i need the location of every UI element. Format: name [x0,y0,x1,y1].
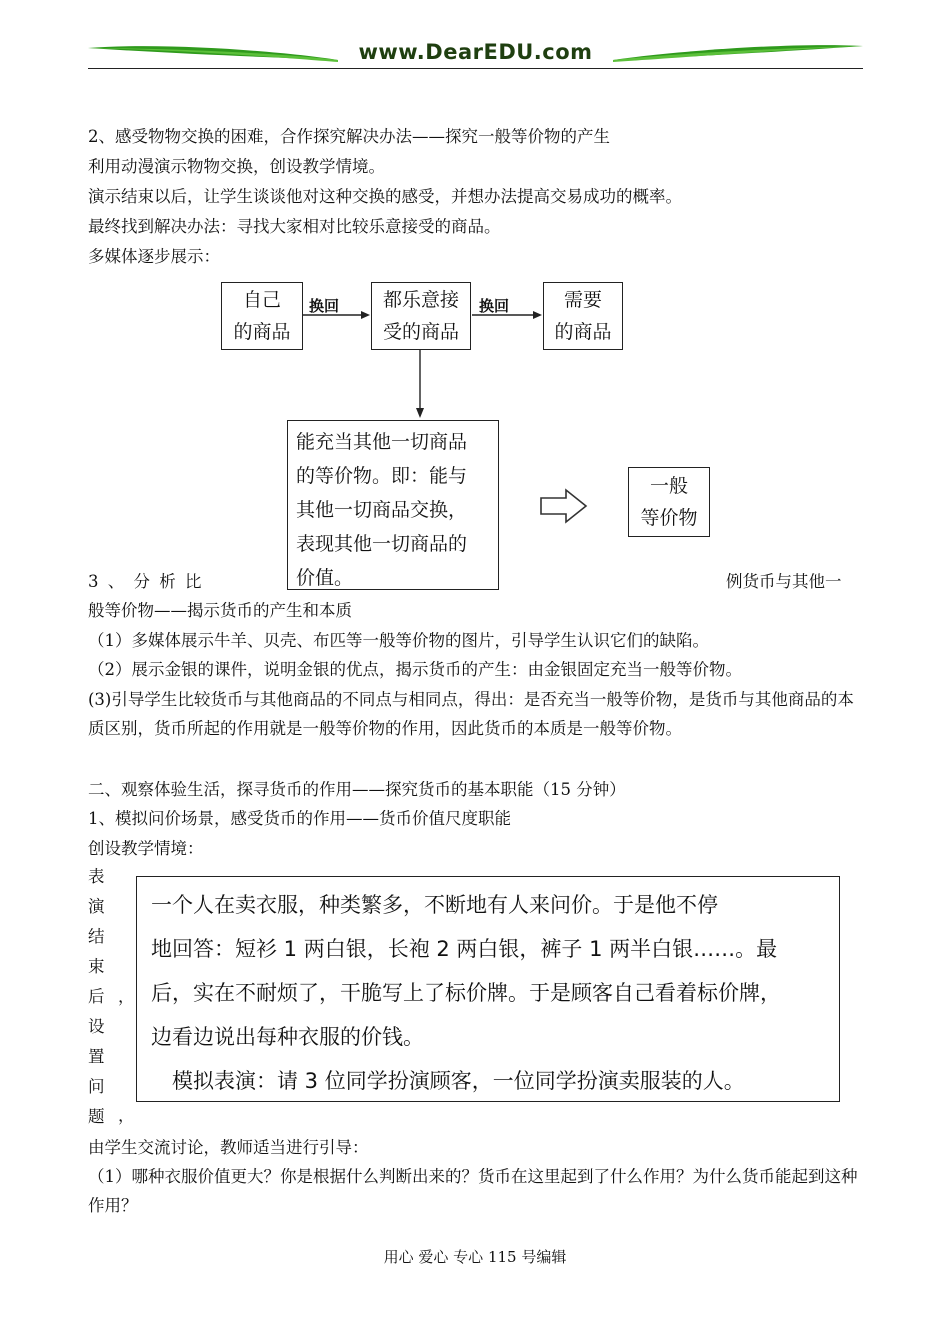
vertical-char: 演 [88,897,105,916]
part2-question1: （1）哪种衣服价值更大？你是根据什么判断出来的？货币在这里起到了什么作用？为什么货币能起到这种作用？ [88,1167,858,1215]
section2-line2: 演示结束以后，让学生谈谈他对这种交换的感受，并想办法提高交易成功的概率。 [88,187,682,206]
exchange-arrow-label-2: 换回 [479,297,510,315]
vertical-comma-2: ， [118,1106,135,1125]
vertical-char: 置 [88,1047,105,1066]
vertical-char: 后 [88,987,105,1006]
section2-heading: 2、感受物物交换的困难，合作探究解决办法——探究一般等价物的产生 [88,127,610,146]
general-equivalent-box [628,467,710,537]
part2-heading: 二、观察体验生活，探寻货币的作用——探究货币的基本职能（15 分钟） [88,780,626,799]
arrow-right-2-head [533,311,542,319]
part2-after: 由学生交流讨论，教师适当进行引导： [88,1138,369,1157]
accepted-goods-line1: 都乐意接 [382,289,459,311]
section3-item3: (3)引导学生比较货币与其他商品的不同点与相同点，得出：是否充当一般等价物，是货币与其他商品的本质区别，货币所起的作用就是一般等价物的作用，因此货币的本质是一般等价物。 [88,690,854,738]
general-equivalent-definition-box [287,420,499,590]
hollow-arrow-icon [541,490,586,522]
own-goods-line1: 自己 [242,289,281,311]
section3-item2: （2）展示金银的课件，说明金银的优点，揭示货币的产生：由金银固定充当一般等价物。 [88,660,742,679]
result-line2: 等价物 [640,507,698,529]
scenario-line1: 一个人在卖衣服，种类繁多，不断地有人来问价。于是他不停 [151,893,718,917]
arrow-right-1-head [361,311,370,319]
scenario-line5: 模拟表演：请 3 位同学扮演顾客，一位同学扮演卖服装的人。 [151,1069,745,1093]
own-goods-line2: 的商品 [233,321,291,343]
scenario-line2: 地回答：短衫 1 两白银，长袍 2 两白银，裤子 1 两半白银……。最 [151,937,778,961]
part2-sub1: 1、模拟问价场景，感受货币的作用——货币价值尺度职能 [88,809,511,828]
scenario-textbox [136,876,840,1102]
needed-goods-line1: 需要 [563,289,602,311]
vertical-comma-1: ， [118,987,135,1006]
section2-line1: 利用动漫演示物物交换，创设教学情境。 [88,157,385,176]
arrow-down-head [416,408,424,418]
section3-heading-cont: 般等价物——揭示货币的产生和本质 [88,601,352,620]
accepted-goods-line2: 受的商品 [382,321,459,343]
site-logo-text: www.DearEDU.com [358,40,593,64]
definition-line1: 能充当其他一切商品 [296,431,468,453]
vertical-char: 表 [88,867,105,886]
part2-sub2: 创设教学情境： [88,839,204,858]
vertical-text [88,867,108,1137]
exchange-arrow-label-1: 换回 [309,297,340,315]
section2-line3: 最终找到解决办法：寻找大家相对比较乐意接受的商品。 [88,217,501,236]
scenario-line3: 后，实在不耐烦了，干脆写上了标价牌。于是顾客自己看着标价牌， [151,981,781,1005]
section3-heading-left: 3 、 分 析 比 [88,572,204,591]
page-footer: 用心 爱心 专心 115 号编辑 [383,1248,567,1266]
section3-item1: （1）多媒体展示牛羊、贝壳、布匹等一般等价物的图片，引导学生认识它们的缺陷。 [88,631,709,650]
vertical-char: 设 [88,1017,105,1036]
section2-line4: 多媒体逐步展示： [88,247,220,266]
needed-goods-line2: 的商品 [554,321,612,343]
vertical-char: 结 [88,927,105,946]
vertical-char: 束 [88,957,105,976]
vertical-char: 题 [88,1107,105,1126]
definition-line3: 其他一切商品交换， [296,499,468,521]
section3-heading-right: 例货币与其他一 [726,572,842,591]
definition-line2: 的等价物。即：能与 [296,465,468,487]
definition-line5: 价值。 [296,567,354,589]
scenario-line4: 边看边说出每种衣服的价钱。 [151,1025,424,1049]
vertical-char: 问 [88,1077,105,1096]
result-line1: 一般 [649,475,688,497]
definition-line4: 表现其他一切商品的 [296,533,468,555]
